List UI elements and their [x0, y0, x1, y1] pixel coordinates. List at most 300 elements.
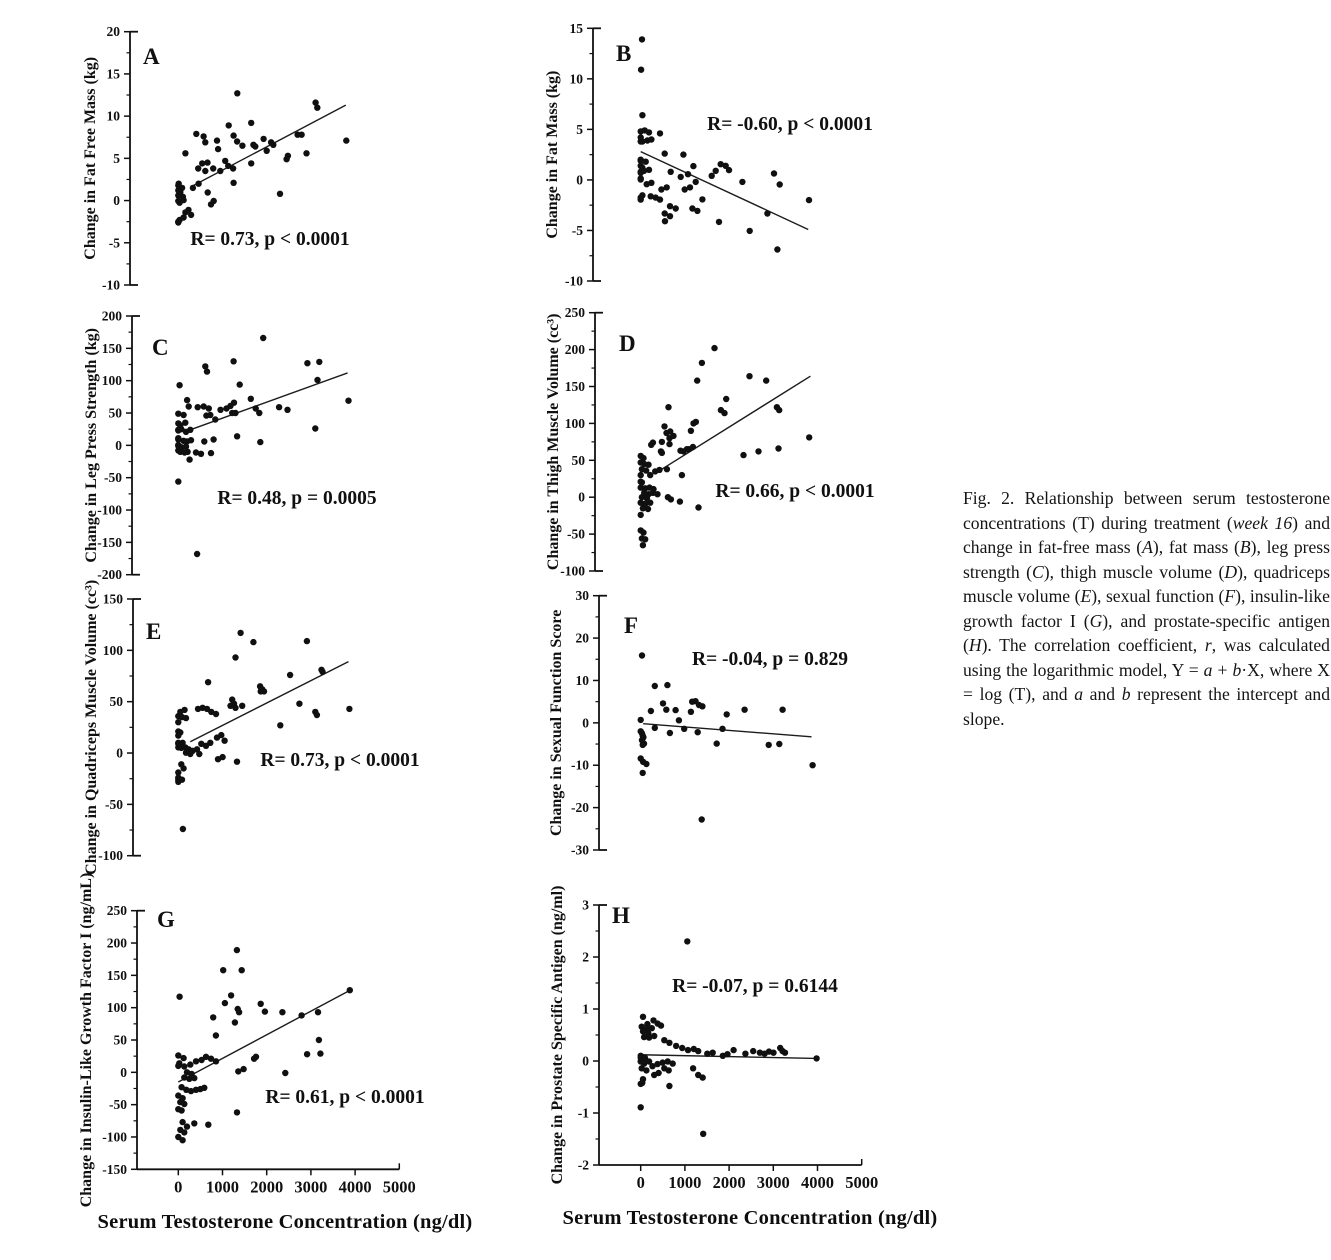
scatter-point	[175, 744, 181, 750]
scatter-point	[648, 136, 654, 142]
y-tick-label: -50	[105, 796, 123, 812]
y-tick-label: -10	[565, 273, 583, 289]
scatter-point	[187, 1061, 193, 1067]
scatter-point	[180, 1055, 186, 1061]
scatter-point	[656, 467, 662, 473]
scatter-point	[638, 1104, 644, 1110]
plot-E	[83, 580, 420, 875]
y-tick-label: 0	[582, 715, 589, 731]
scatter-point	[187, 751, 193, 757]
scatter-point	[234, 138, 240, 144]
y-axis-title: Change in Thigh Muscle Volume (cc³)	[545, 313, 562, 571]
caption-italic-segment: b	[1121, 684, 1131, 704]
scatter-point	[741, 707, 747, 713]
scatter-points	[175, 630, 352, 833]
caption-italic-segment: D	[1224, 561, 1238, 582]
correlation-annotation: R= 0.73, p < 0.0001	[190, 229, 350, 250]
caption-italic-segment: A	[1142, 537, 1153, 557]
scatter-point	[314, 105, 320, 111]
y-tick-label: 0	[116, 745, 123, 761]
scatter-point	[775, 445, 781, 451]
scatter-point	[208, 450, 214, 456]
y-tick-label: -1	[577, 1105, 589, 1121]
y-tick-label: 150	[564, 379, 585, 394]
scatter-point	[684, 938, 690, 944]
scatter-point	[643, 159, 649, 165]
x-axis-label-right: Serum Testosterone Concentration (ng/dl)	[562, 1207, 938, 1229]
scatter-point	[234, 947, 240, 953]
scatter-point	[670, 1060, 676, 1066]
x-tick-label: 4000	[801, 1173, 834, 1192]
scatter-point	[210, 1014, 216, 1020]
plot-D	[545, 305, 875, 578]
correlation-annotation: R= 0.66, p < 0.0001	[715, 481, 875, 502]
scatter-point	[695, 729, 701, 735]
scatter-point	[234, 1109, 240, 1115]
y-tick-label: 3	[582, 897, 589, 913]
scatter-point	[664, 184, 670, 190]
y-tick-label: -150	[102, 1161, 127, 1177]
scatter-point	[230, 165, 236, 171]
plot-F	[548, 588, 848, 857]
caption-italic-segment: a	[1203, 659, 1213, 680]
correlation-annotation: R= 0.48, p = 0.0005	[217, 488, 377, 509]
scatter-point	[651, 1033, 657, 1039]
caption-segment: ), leg press strength (	[963, 537, 1330, 582]
scatter-point	[210, 165, 216, 171]
scatter-point	[175, 411, 181, 417]
scatter-point	[205, 1122, 211, 1128]
caption-italic-segment: a	[1074, 684, 1084, 704]
y-tick-label: -50	[567, 526, 585, 542]
scatter-point	[181, 707, 187, 713]
scatter-point	[668, 496, 674, 502]
scatter-point	[709, 173, 715, 179]
scatter-point	[239, 143, 245, 149]
scatter-point	[343, 137, 349, 143]
scatter-point	[287, 672, 293, 678]
scatter-point	[347, 987, 353, 993]
scatter-point	[640, 529, 646, 535]
scatter-point	[251, 1056, 257, 1062]
y-tick-label: -10	[571, 757, 589, 773]
y-tick-label: -50	[104, 470, 122, 486]
scatter-point	[659, 450, 665, 456]
scatter-point	[750, 1048, 756, 1054]
scatter-point	[661, 423, 667, 429]
y-tick-label: 100	[564, 415, 585, 431]
y-tick-label: -20	[571, 800, 589, 816]
scatter-point	[182, 150, 188, 156]
scatter-point	[699, 360, 705, 366]
scatter-point	[641, 740, 647, 746]
x-tick-label: 2000	[712, 1173, 746, 1192]
trend-line	[655, 376, 811, 473]
y-tick-label: -30	[571, 842, 589, 858]
y-axis-title: Change in Sexual Function Score	[548, 609, 565, 837]
scatter-point	[218, 732, 224, 738]
scatter-point	[230, 180, 236, 186]
scatter-point	[198, 451, 204, 457]
scatter-point	[639, 112, 645, 118]
scatter-point	[716, 219, 722, 225]
scatter-point	[206, 405, 212, 411]
scatter-point	[181, 1101, 187, 1107]
scatter-point	[713, 168, 719, 174]
scatter-point	[648, 193, 654, 199]
panel-letter: A	[143, 44, 160, 69]
y-tick-label: -100	[97, 502, 122, 518]
y-tick-label: 200	[564, 342, 585, 358]
scatter-point	[207, 412, 213, 418]
scatter-point	[646, 129, 652, 135]
scatter-point	[270, 142, 276, 148]
y-tick-label: 10	[569, 71, 583, 87]
scatter-point	[645, 506, 651, 512]
scatter-point	[315, 1009, 321, 1015]
scatter-point	[298, 1012, 304, 1018]
plot-H	[549, 886, 878, 1192]
y-tick-label: 0	[582, 1053, 589, 1069]
scatter-point	[239, 703, 245, 709]
scatter-point	[700, 1131, 706, 1137]
scatter-point	[648, 180, 654, 186]
y-tick-label: 0	[120, 1064, 127, 1080]
scatter-point	[232, 410, 238, 416]
caption-segment: represent the intercept and slope.	[963, 684, 1330, 729]
scatter-point	[647, 500, 653, 506]
scatter-point	[726, 167, 732, 173]
scatter-point	[685, 171, 691, 177]
scatter-point	[662, 218, 668, 224]
y-axis-title: Change in Fat Mass (kg)	[544, 70, 561, 239]
scatter-point	[237, 381, 243, 387]
scatter-point	[176, 994, 182, 1000]
scatter-point	[314, 712, 320, 718]
caption-segment: ), sexual function (	[1091, 586, 1225, 606]
scatter-point	[175, 732, 181, 738]
correlation-annotation: R= 0.73, p < 0.0001	[260, 750, 420, 771]
scatter-point	[346, 706, 352, 712]
scatter-point	[699, 703, 705, 709]
plot-G	[78, 873, 425, 1208]
correlation-annotation: R= -0.04, p = 0.829	[691, 649, 849, 670]
scatter-point	[721, 410, 727, 416]
scatter-point	[205, 189, 211, 195]
y-tick-label: 0	[578, 489, 585, 505]
scatter-point	[693, 419, 699, 425]
scatter-point	[277, 191, 283, 197]
scatter-point	[667, 213, 673, 219]
scatter-point	[194, 551, 200, 557]
scatter-point	[643, 1067, 649, 1073]
scatter-point	[640, 542, 646, 548]
scatter-point	[730, 1047, 736, 1053]
x-tick-label: 5000	[845, 1173, 879, 1192]
scatter-point	[304, 638, 310, 644]
y-tick-label: 250	[106, 903, 127, 919]
scatter-point	[191, 1075, 197, 1081]
scatter-point	[193, 1058, 199, 1064]
scatter-point	[186, 403, 192, 409]
scatter-point	[193, 131, 199, 137]
scatter-point	[319, 669, 325, 675]
y-tick-label: -2	[577, 1157, 589, 1173]
scatter-point	[234, 433, 240, 439]
scatter-point	[210, 436, 216, 442]
caption-italic-segment: G	[1089, 610, 1103, 631]
scatter-point	[652, 683, 658, 689]
scatter-point	[228, 992, 234, 998]
scatter-point	[695, 1048, 701, 1054]
scatter-point	[660, 700, 666, 706]
scatter-point	[699, 816, 705, 822]
scatter-point	[740, 452, 746, 458]
scatter-point	[655, 1020, 661, 1026]
caption-italic-segment: F	[1224, 586, 1236, 606]
scatter-point	[282, 1070, 288, 1076]
scatter-point	[184, 397, 190, 403]
scatter-point	[257, 439, 263, 445]
scatter-point	[316, 359, 322, 365]
scatter-point	[176, 1060, 182, 1066]
scatter-point	[202, 168, 208, 174]
scatter-point	[673, 1043, 679, 1049]
scatter-point	[187, 427, 193, 433]
scatter-point	[764, 210, 770, 216]
scatter-point	[234, 759, 240, 765]
scatter-point	[204, 368, 210, 374]
scatter-point	[190, 185, 196, 191]
y-axis-title: Change in Insulin-Like Growth Factor I (ng/mL)	[78, 872, 95, 1208]
scatter-point	[782, 1050, 788, 1056]
scatter-point	[739, 179, 745, 185]
scatter-point	[684, 446, 690, 452]
scatter-point	[230, 358, 236, 364]
scatter-point	[191, 1120, 197, 1126]
scatter-point	[296, 701, 302, 707]
scatter-point	[196, 751, 202, 757]
scatter-point	[704, 1051, 710, 1057]
scatter-point	[694, 377, 700, 383]
scatter-point	[230, 132, 236, 138]
scatter-point	[646, 167, 652, 173]
plot-B	[544, 21, 873, 289]
scatter-point	[719, 726, 725, 732]
scatter-point	[180, 765, 186, 771]
scatter-point	[663, 707, 669, 713]
scatter-point	[213, 1032, 219, 1038]
y-tick-label: -5	[571, 222, 583, 238]
y-tick-label: -50	[109, 1097, 127, 1113]
caption-italic-segment: C	[1031, 561, 1044, 582]
y-tick-label: 10	[106, 108, 120, 124]
scatter-point	[742, 1051, 748, 1057]
y-tick-label: -100	[98, 848, 123, 864]
correlation-annotation: R= -0.07, p = 0.6144	[672, 976, 838, 997]
scatter-point	[186, 456, 192, 462]
scatter-point	[639, 36, 645, 42]
scatter-point	[317, 1050, 323, 1056]
scatter-point	[667, 730, 673, 736]
y-tick-label: 5	[113, 150, 120, 166]
scatter-point	[711, 345, 717, 351]
scatter-point	[237, 630, 243, 636]
panel-letter: C	[152, 335, 169, 360]
scatter-point	[690, 163, 696, 169]
y-tick-label: -10	[102, 277, 120, 293]
scatter-point	[645, 462, 651, 468]
scatter-point	[276, 404, 282, 410]
y-tick-label: -200	[97, 567, 122, 583]
scatter-point	[253, 405, 259, 411]
y-tick-label: 10	[575, 672, 589, 688]
y-tick-label: 2	[582, 949, 589, 965]
scatter-point	[215, 146, 221, 152]
scatter-point	[638, 512, 644, 518]
scatter-point	[642, 536, 648, 542]
scatter-point	[277, 722, 283, 728]
scatter-point	[260, 136, 266, 142]
caption-italic-segment: week 16	[1232, 512, 1293, 533]
scatter-point	[774, 246, 780, 252]
caption-segment: ), insulin-like growth factor I (	[963, 586, 1330, 631]
scatter-point	[651, 1072, 657, 1078]
caption-segment: ), thigh muscle volume (	[1043, 561, 1225, 582]
scatter-point	[668, 169, 674, 175]
scatter-point	[219, 754, 225, 760]
correlation-annotation: R= 0.61, p < 0.0001	[265, 1087, 425, 1108]
scatter-point	[312, 425, 318, 431]
scatter-point	[666, 1083, 672, 1089]
scatter-point	[175, 719, 181, 725]
x-tick-label: 3000	[294, 1177, 328, 1197]
scatter-point	[699, 196, 705, 202]
y-tick-label: 50	[113, 1032, 127, 1048]
scatter-point	[700, 1074, 706, 1080]
scatter-point	[638, 196, 644, 202]
x-tick-label: 3000	[756, 1173, 790, 1192]
scatter-point	[232, 654, 238, 660]
panel-letter: D	[619, 331, 636, 356]
scatter-point	[654, 491, 660, 497]
y-tick-label: 0	[113, 193, 120, 209]
caption-segment: ), quadriceps muscle volume (	[963, 561, 1330, 606]
scatter-point	[184, 1123, 190, 1129]
scatter-point	[679, 472, 685, 478]
scatter-point	[212, 416, 218, 422]
scatter-point	[776, 741, 782, 747]
y-axis-title: Change in Prostate Specific Antigen (ng/ml)	[549, 885, 566, 1185]
scatter-point	[666, 1040, 672, 1046]
caption-italic-segment: E	[1080, 586, 1092, 606]
scatter-point	[345, 398, 351, 404]
scatter-point	[232, 705, 238, 711]
caption-segment: ), fat mass (	[1152, 537, 1240, 557]
y-tick-label: 5	[576, 121, 583, 137]
scatter-point	[314, 377, 320, 383]
scatter-point	[664, 682, 670, 688]
scatter-point	[248, 396, 254, 402]
scatter-point	[746, 373, 752, 379]
plot-A	[82, 24, 350, 292]
scatter-point	[666, 435, 672, 441]
trend-line	[192, 105, 346, 186]
scatter-point	[694, 208, 700, 214]
scatter-point	[260, 335, 266, 341]
y-tick-label: 150	[102, 591, 123, 607]
scatter-point	[226, 122, 232, 128]
scatter-point	[179, 1137, 185, 1143]
caption-italic-segment: r	[1204, 635, 1212, 655]
caption-segment: +	[1212, 659, 1233, 680]
y-tick-label: 15	[569, 20, 583, 36]
scatter-point	[673, 205, 679, 211]
scatter-point	[180, 412, 186, 418]
scatter-point	[182, 420, 188, 426]
scatter-point	[688, 709, 694, 715]
scatter-point	[643, 761, 649, 767]
scatter-point	[685, 1047, 691, 1053]
scatter-point	[766, 742, 772, 748]
scatter-point	[195, 404, 201, 410]
scatter-point	[676, 717, 682, 723]
scatter-point	[813, 1055, 819, 1061]
scatter-point	[639, 652, 645, 658]
scatter-point	[806, 197, 812, 203]
caption-segment: Fig. 2. Relationship between serum testosterone concentrations (T) during treatment (	[963, 488, 1330, 533]
scatter-point	[261, 688, 267, 694]
scatter-points	[638, 938, 820, 1137]
caption-segment: , was calculated using the logarithmic model, Y =	[963, 635, 1330, 680]
scatter-points	[638, 652, 816, 822]
scatter-point	[213, 711, 219, 717]
y-tick-label: 50	[108, 405, 122, 421]
scatter-point	[264, 148, 270, 154]
x-axis-label-left: Serum Testosterone Concentration (ng/dl)	[97, 1211, 473, 1233]
caption-italic-segment: b	[1232, 659, 1242, 680]
scatter-point	[252, 143, 258, 149]
scatter-points	[175, 90, 349, 226]
x-tick-label: 1000	[206, 1177, 239, 1197]
scatter-point	[304, 360, 310, 366]
scatter-point	[279, 1009, 285, 1015]
scatter-point	[180, 826, 186, 832]
scatter-point	[657, 196, 663, 202]
scatter-point	[221, 738, 227, 744]
figure-caption	[963, 486, 1330, 731]
scatter-point	[178, 1107, 184, 1113]
correlation-annotation: R= -0.60, p < 0.0001	[707, 114, 873, 135]
scatter-point	[672, 707, 678, 713]
scatter-point	[298, 132, 304, 138]
y-axis-title: Change in Quadriceps Muscle Volume (cc³)	[83, 579, 100, 875]
caption-segment: and	[1083, 684, 1122, 704]
scatter-point	[183, 715, 189, 721]
scatter-point	[180, 214, 186, 220]
panel-letter: B	[616, 41, 632, 66]
scatter-point	[724, 1051, 730, 1057]
scatter-point	[208, 201, 214, 207]
scatter-point	[304, 1051, 310, 1057]
scatter-point	[316, 1037, 322, 1043]
scatter-point	[770, 1050, 776, 1056]
scatter-point	[234, 90, 240, 96]
scatter-point	[214, 137, 220, 143]
scatter-point	[207, 740, 213, 746]
scatter-point	[239, 967, 245, 973]
scatter-point	[693, 179, 699, 185]
